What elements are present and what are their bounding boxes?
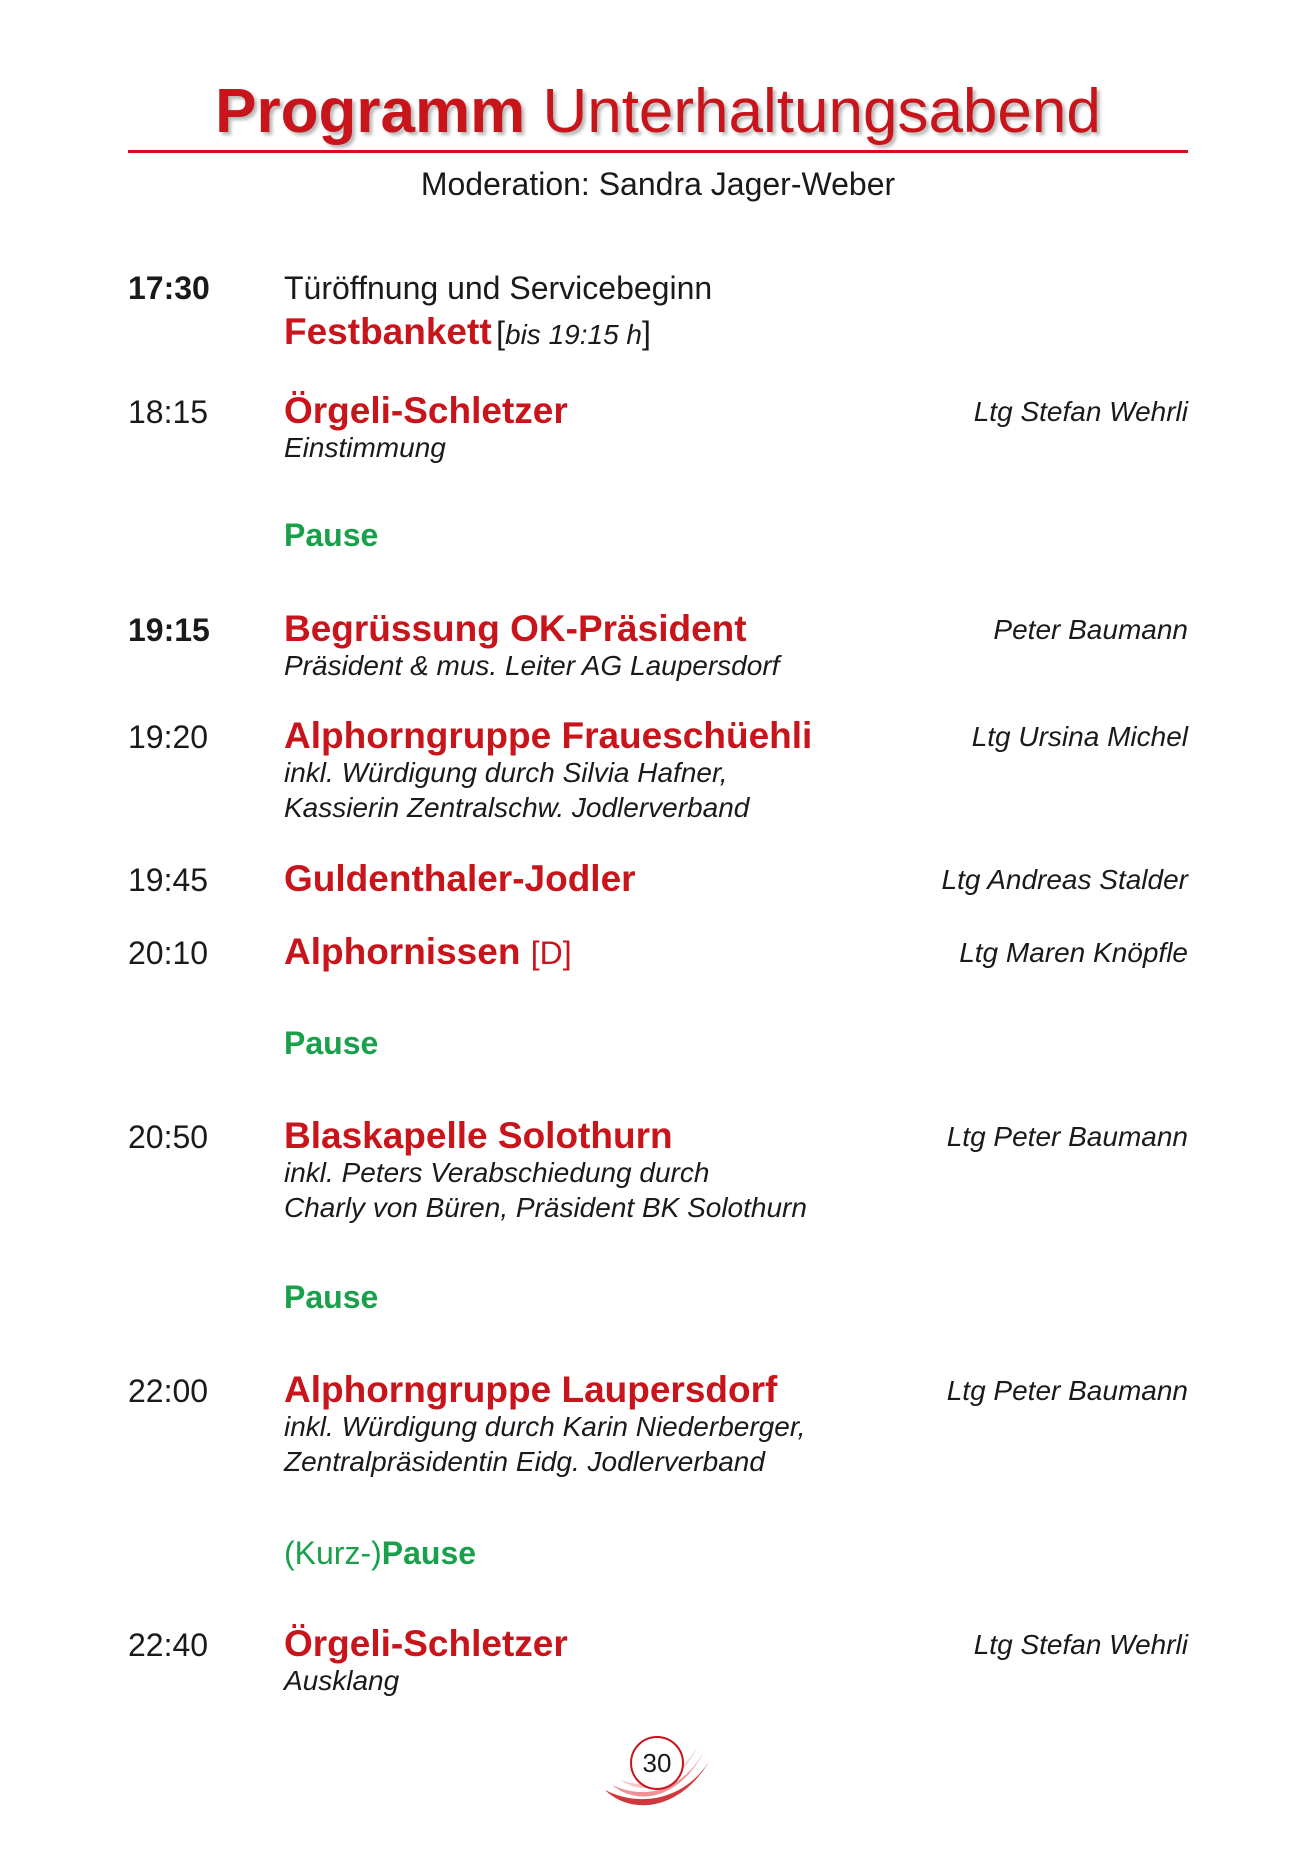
pause-text: Pause	[284, 517, 379, 553]
pause-label	[284, 1023, 378, 1063]
entry-leader: Peter Baumann	[993, 614, 1188, 645]
title-rest: Unterhaltungsabend	[542, 77, 1101, 146]
title-bold: Programm	[215, 77, 526, 146]
entry-leader: Ltg Stefan Wehrli	[973, 396, 1188, 427]
entry-note: Charly von Büren, Präsident BK Solothurn	[284, 1192, 807, 1223]
entry-act: Örgeli-Schletzer	[284, 1623, 568, 1664]
page-number: 30	[630, 1736, 684, 1790]
pause-text: Pause	[381, 1535, 477, 1571]
entry-time: 19:45	[128, 862, 209, 898]
entry-act: Alphorngruppe Fraueschüehli	[284, 715, 813, 756]
entry-time: 22:40	[128, 1627, 209, 1663]
bracket-close: ]	[642, 315, 651, 351]
entry-note: Einstimmung	[284, 432, 446, 463]
entry-note: inkl. Würdigung durch Karin Niederberger,	[284, 1411, 806, 1442]
entry-leader: Ltg Stefan Wehrli	[973, 1629, 1188, 1660]
entry-leader: Ltg Peter Baumann	[946, 1375, 1188, 1406]
entry-note: Kassierin Zentralschw. Jodlerverband	[284, 792, 750, 823]
entry-leader: Ltg Peter Baumann	[946, 1121, 1188, 1152]
entry-act: Guldenthaler-Jodler	[284, 858, 636, 899]
bracket-text: bis 19:15 h	[505, 319, 642, 350]
entry-note: Präsident & mus. Leiter AG Laupersdorf	[284, 650, 780, 681]
entry-time: 17:30	[128, 270, 210, 306]
entry-time: 19:15	[128, 612, 210, 648]
pause-prefix: (Kurz-)	[284, 1535, 382, 1571]
moderation-line: Moderation: Sandra Jager-Weber	[420, 166, 896, 202]
pause-label	[284, 515, 378, 555]
entry-time: 20:50	[128, 1119, 209, 1155]
page-title	[128, 72, 1188, 152]
entry-text: Türöffnung und Servicebeginn	[284, 270, 713, 306]
entry-act: Alphorngruppe Laupersdorf	[284, 1369, 778, 1410]
entry-note: Ausklang	[284, 1665, 400, 1696]
entry-time: 18:15	[128, 394, 209, 430]
pause-text: Pause	[284, 1025, 379, 1061]
entry-time: 20:10	[128, 935, 209, 971]
entry-act: Begrüssung OK-Präsident	[284, 608, 747, 649]
pause-text: Pause	[284, 1279, 379, 1315]
pause-label	[284, 1277, 378, 1317]
entry-act: Alphornissen	[284, 931, 521, 972]
entry-tag: [D]	[530, 935, 572, 971]
entry-leader: Ltg Ursina Michel	[971, 721, 1188, 752]
entry-note: Zentralpräsidentin Eidg. Jodlerverband	[284, 1446, 765, 1477]
bracket-open: [	[496, 315, 505, 351]
entry-time: 22:00	[128, 1373, 209, 1409]
entry-leader: Ltg Maren Knöpfle	[959, 937, 1188, 968]
entry-time: 19:20	[128, 719, 209, 755]
entry-leader: Ltg Andreas Stalder	[941, 864, 1188, 895]
entry-note: inkl. Peters Verabschiedung durch	[284, 1157, 710, 1188]
entry-act: Örgeli-Schletzer	[284, 390, 568, 431]
entry-act: Blaskapelle Solothurn	[284, 1115, 673, 1156]
entry-note: inkl. Würdigung durch Silvia Hafner,	[284, 757, 728, 788]
title-divider	[128, 150, 1188, 153]
festbankett-line	[284, 310, 651, 354]
pause-label	[284, 1533, 476, 1573]
entry-act: Festbankett	[284, 311, 492, 352]
entry-act-line	[284, 930, 572, 975]
